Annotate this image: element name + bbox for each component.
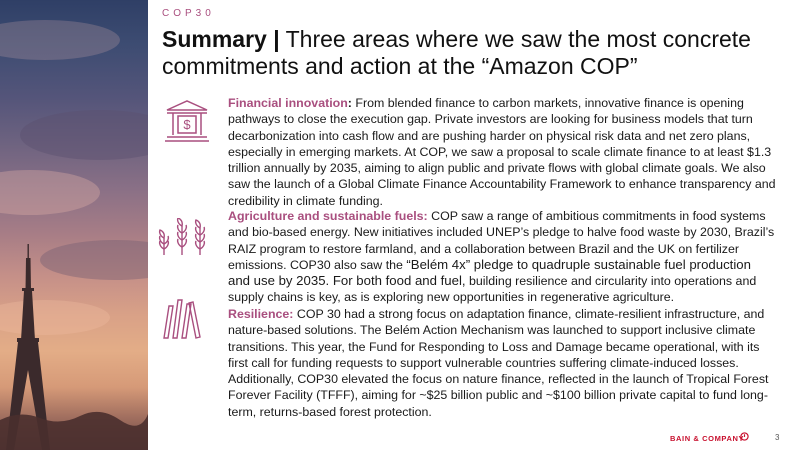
svg-text:$: $ xyxy=(183,117,191,132)
section-kicker: COP30 xyxy=(162,8,215,19)
sunset-photo-panel xyxy=(0,0,148,450)
section-text-emphasis: “Belém 4x” pledge to quadruple sustainable fuel production and use by 2035. For both food and fuel, xyxy=(228,256,751,289)
page-title xyxy=(162,26,782,80)
page-number: 3 xyxy=(775,433,780,442)
section-label: Resilience: xyxy=(228,307,294,321)
section-agriculture-fuels xyxy=(228,208,776,306)
bank-icon xyxy=(164,98,210,144)
section-text: COP saw a range of ambitious commitments in food systems and bio-based energy. New initiatives included UNEP’s pledge to halve food waste by 2030, Brazil’s RAIZ program to restore farmland, and a collaboration between Brazil and the UK on fertilizer emissions. COP30 also saw the xyxy=(228,209,775,272)
logo-mark-icon xyxy=(740,432,749,441)
eiffel-tower-silhouette xyxy=(0,0,148,450)
section-resilience xyxy=(228,306,776,420)
title-bold: Summary | xyxy=(162,26,280,52)
pillars-icon xyxy=(160,296,212,340)
section-text: COP 30 had a strong focus on adaptation finance, climate-resilient infrastructure, and nature-based solutions. The Belém Action Mechanism was launched to support inclusive climate transitions. This year, the Fund for Responding to Loss and Damage became operational, with its first call for funding requests to support vulnerable countries suffering climate-induced losses. Additionally, COP30 elevated the focus on nature finance, reflected in the launch of Tropical Forest Forever Facility (TFFF), aiming for ~$25 billion public and ~$100 billion private capital to fund long-term, returns-based forest protection. xyxy=(228,307,769,419)
company-logo: BAIN & COMPANY xyxy=(670,434,745,443)
section-label: Financial innovation xyxy=(228,96,348,110)
section-text: building resilience and circularity into operations and supply chains is key, as is exploring new opportunities in regenerative agriculture. xyxy=(228,274,757,305)
section-label-colon: : xyxy=(347,96,352,110)
title-rest: Three areas where we saw the most concrete commitments and action at the “Amazon COP” xyxy=(162,26,751,79)
section-text: From blended finance to carbon markets, innovative finance is opening pathways to close the execution gap. Private investors are looking for business models that turn decarbonization into cash flow and are pushing harder on physical risk data and net zero plans, especially in emerging markets. At COP, we saw a proposal to scale climate finance to at least $1.3 trillion annually by 2035, aiming to align public and private flows with global climate goals. We also saw the launch of a Global Climate Finance Accountability Framework to enhance transparency and credibility in climate funding. xyxy=(228,96,776,208)
wheat-icon xyxy=(154,218,214,256)
section-financial-innovation xyxy=(228,95,776,209)
section-label: Agriculture and sustainable fuels: xyxy=(228,209,428,223)
